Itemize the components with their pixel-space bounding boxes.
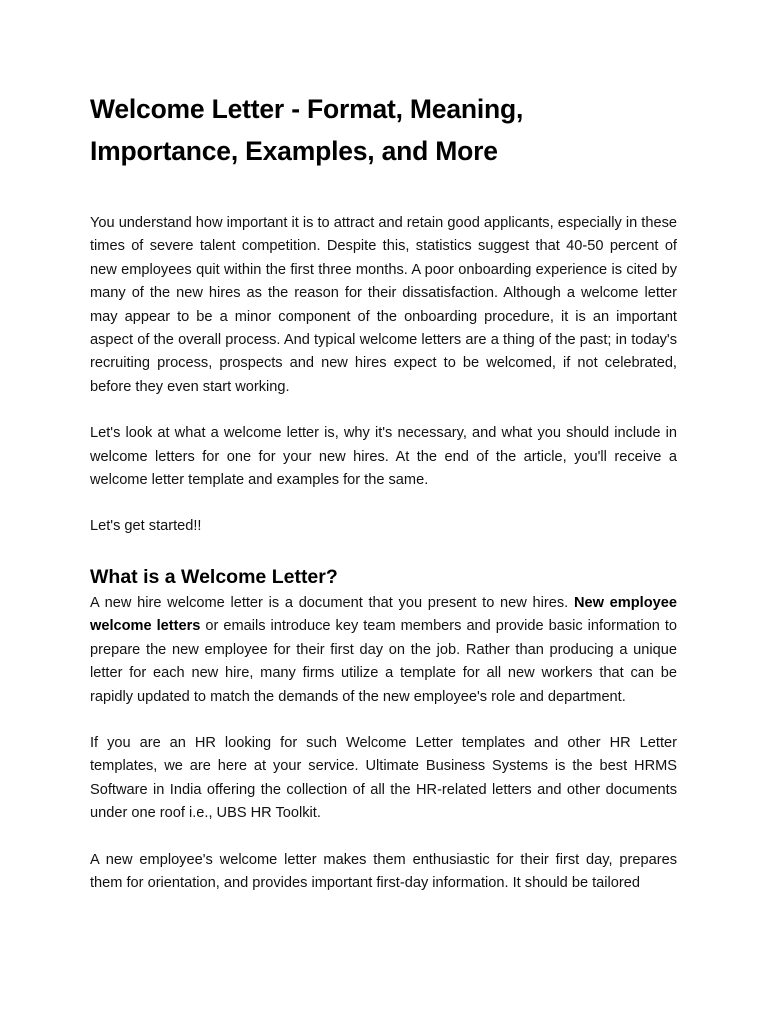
- overview-paragraph: Let's look at what a welcome letter is, why it's necessary, and what you should include in welcome letters for one for your new hires. At the end of the article, you'll receive a welcome letter template and examples for the same.: [90, 425, 677, 489]
- definition-text-start: A new hire welcome letter is a document that you present to new hires.: [90, 594, 574, 611]
- definition-text-end: or emails introduce key team members and provide basic information to prepare the new employee for their first day on the job. Rather than producing a unique letter for each new hire, many firms utilize a template for all new workers that can be rapidly updated to match the demands of the new employee's role and department.: [90, 618, 677, 705]
- intro-paragraph: You understand how important it is to attract and retain good applicants, especially in these times of severe talent competition. Despite this, statistics suggest that 40-50 percent of new employees quit within the first three months. A poor onboarding experience is cited by many of the new hires as the reason for their dissatisfaction. Although a welcome letter may appear to be a minor component of the onboarding procedure, it is an important aspect of the overall process. And typical welcome letters are a thing of the past; in today's recruiting process, prospects and new hires expect to be welcomed, if not celebrated, before they even start working.: [90, 215, 677, 395]
- definition-bold-phrase: New employee welcome letters: [90, 594, 677, 635]
- section-heading: What is a Welcome Letter?: [90, 565, 338, 588]
- definition-paragraph: [90, 592, 677, 709]
- start-line: Let's get started!!: [90, 518, 202, 535]
- closing-paragraph: A new employee's welcome letter makes them enthusiastic for their first day, prepares them for orientation, and provides important first-day information. It should be tailored: [90, 851, 677, 891]
- document-page: [90, 88, 677, 895]
- hr-paragraph: If you are an HR looking for such Welcome Letter templates and other HR Letter templates, we are here at your service. Ultimate Business Systems is the best HRMS Software in India offering the collection of all the HR-related letters and other documents under one roof i.e., UBS HR Toolkit.: [90, 734, 677, 822]
- document-title: Welcome Letter - Format, Meaning, Importance, Examples, and More: [90, 94, 524, 166]
